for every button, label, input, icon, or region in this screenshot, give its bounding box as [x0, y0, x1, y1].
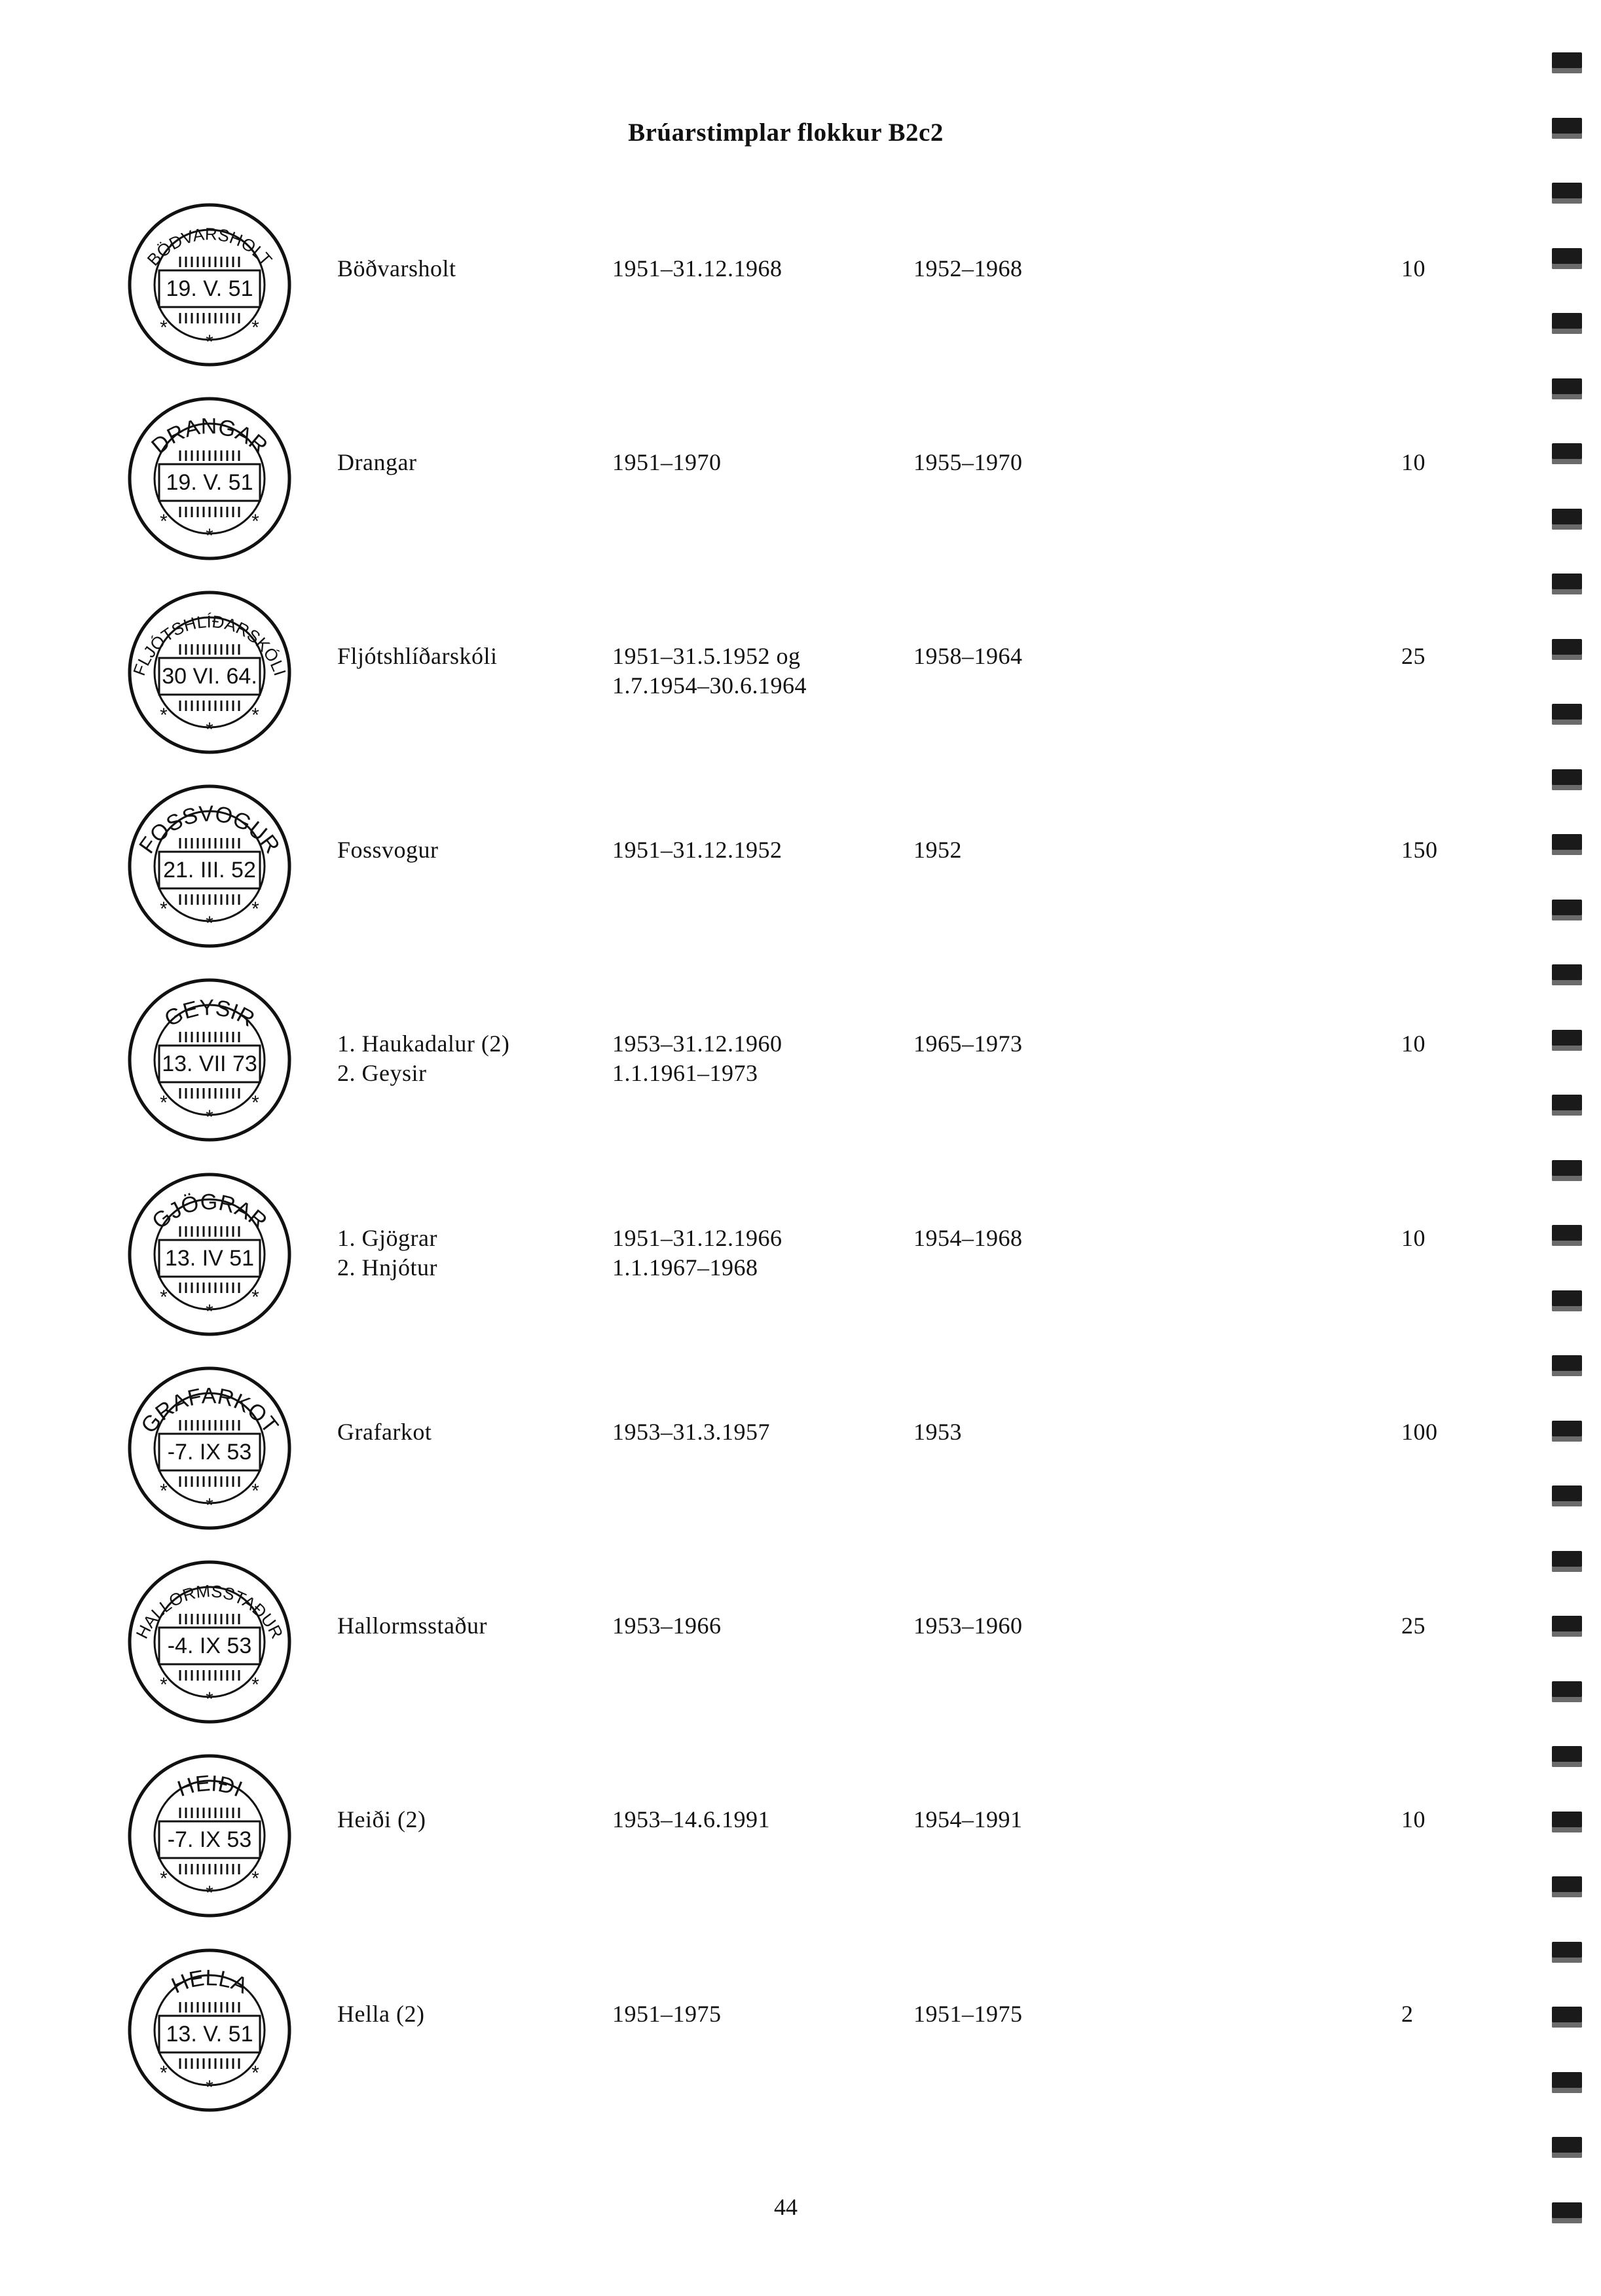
post-office-name [337, 835, 439, 865]
usage-period [612, 448, 722, 477]
binder-hole [1552, 2072, 1582, 2093]
stamp-row [0, 584, 1601, 767]
svg-text:GEYSIR: GEYSIR [160, 994, 259, 1032]
known-dates: 1958–1964 [913, 643, 1023, 669]
postmark-stamp-image [121, 1747, 298, 1924]
post-office-name [337, 1999, 424, 2029]
page-number: 44 [774, 2194, 798, 2220]
postmark-stamp-image [121, 1360, 298, 1537]
rarity-value: 150 [1401, 837, 1438, 863]
binder-hole [1552, 1030, 1582, 1051]
binder-hole [1552, 834, 1582, 855]
binder-hole [1552, 443, 1582, 464]
svg-text:19. V. 51: 19. V. 51 [166, 470, 253, 495]
postmark-stamp-image [121, 972, 298, 1148]
svg-text:*: * [206, 1688, 213, 1710]
post-office-name [337, 1029, 509, 1088]
svg-text:*: * [160, 1286, 168, 1308]
post-office-name-line: Böðvarsholt [337, 255, 456, 282]
usage-period-line: 1951–31.12.1968 [612, 255, 782, 282]
stamp-row [0, 1166, 1601, 1349]
post-office-name [337, 1611, 487, 1641]
known-dates: 1952 [913, 837, 962, 863]
svg-text:FOSSVOGUR: FOSSVOGUR [134, 801, 285, 858]
binder-hole [1552, 900, 1582, 920]
svg-text:DRANGAR: DRANGAR [147, 414, 272, 459]
usage-period-line: 1.7.1954–30.6.1964 [612, 672, 807, 699]
binder-hole [1552, 1355, 1582, 1376]
stamp-row [0, 778, 1601, 961]
postmark-stamp-image [121, 584, 298, 761]
stamp-row [0, 1747, 1601, 1931]
usage-period-line: 1953–31.12.1960 [612, 1030, 782, 1057]
known-dates: 1952–1968 [913, 255, 1023, 282]
post-office-name-line: 2. Geysir [337, 1060, 427, 1086]
binder-hole [1552, 1095, 1582, 1116]
post-office-name [337, 642, 498, 671]
usage-period-line: 1951–1970 [612, 449, 722, 475]
svg-text:*: * [251, 1674, 259, 1696]
svg-text:*: * [251, 317, 259, 338]
known-dates: 1951–1975 [913, 2001, 1023, 2027]
post-office-name-line: 1. Haukadalur (2) [337, 1030, 510, 1057]
binder-hole [1552, 1290, 1582, 1311]
svg-text:*: * [206, 331, 213, 353]
usage-period [612, 1611, 722, 1641]
svg-text:*: * [160, 1868, 168, 1889]
usage-period-line: 1.1.1967–1968 [612, 1254, 758, 1281]
binder-hole [1552, 313, 1582, 334]
post-office-name [337, 448, 416, 477]
binder-hole [1552, 1681, 1582, 1702]
svg-text:GRAFARKOT: GRAFARKOT [136, 1383, 284, 1438]
binder-hole [1552, 574, 1582, 594]
binder-hole [1552, 378, 1582, 399]
svg-text:21. III. 52: 21. III. 52 [163, 858, 256, 883]
post-office-name-line: Hallormsstaður [337, 1613, 487, 1639]
svg-text:BÖÐVARSHOLT: BÖÐVARSHOLT [143, 224, 276, 270]
binder-hole [1552, 1746, 1582, 1767]
post-office-name [337, 1805, 426, 1834]
svg-text:*: * [251, 1868, 259, 1889]
binder-hole [1552, 248, 1582, 269]
post-office-name-line: 2. Hnjótur [337, 1254, 437, 1281]
usage-period [612, 835, 782, 865]
usage-period [612, 1805, 770, 1834]
binder-hole [1552, 1812, 1582, 1832]
usage-period [612, 642, 807, 701]
svg-text:*: * [160, 1480, 168, 1502]
svg-text:HEIÐI: HEIÐI [174, 1770, 246, 1802]
usage-period-line: 1951–31.12.1952 [612, 837, 782, 863]
postmark-stamp-image [121, 778, 298, 955]
post-office-name [337, 1417, 432, 1447]
svg-text:*: * [251, 898, 259, 920]
svg-text:FLJÓTSHLÍÐARSKÓLI: FLJÓTSHLÍÐARSKÓLI [129, 611, 290, 678]
binder-hole [1552, 1421, 1582, 1442]
svg-text:*: * [251, 1092, 259, 1114]
known-dates: 1954–1968 [913, 1225, 1023, 1251]
known-dates: 1955–1970 [913, 449, 1023, 475]
postmark-stamp-image [121, 390, 298, 567]
usage-period [612, 1417, 770, 1447]
binder-hole [1552, 1160, 1582, 1181]
postmark-stamp-image [121, 196, 298, 373]
stamp-row [0, 390, 1601, 574]
svg-text:*: * [251, 2062, 259, 2084]
rarity-value: 10 [1401, 449, 1426, 475]
svg-text:*: * [206, 1882, 213, 1904]
rarity-value: 2 [1401, 2001, 1414, 2027]
known-dates: 1954–1991 [913, 1806, 1023, 1832]
rarity-value: 10 [1401, 1225, 1426, 1251]
binder-hole [1552, 1551, 1582, 1572]
post-office-name [337, 254, 456, 283]
binder-hole [1552, 1876, 1582, 1897]
binder-hole [1552, 183, 1582, 204]
postmark-stamp-image [121, 1166, 298, 1343]
usage-period [612, 1224, 782, 1283]
rarity-value: 100 [1401, 1419, 1438, 1445]
post-office-name-line: Grafarkot [337, 1419, 432, 1445]
usage-period-line: 1953–14.6.1991 [612, 1806, 770, 1832]
usage-period-line: 1953–31.3.1957 [612, 1419, 770, 1445]
rarity-value: 10 [1401, 255, 1426, 282]
binder-hole [1552, 639, 1582, 660]
svg-text:*: * [251, 1286, 259, 1308]
post-office-name-line: 1. Gjögrar [337, 1225, 437, 1251]
svg-text:*: * [206, 1106, 213, 1128]
svg-text:*: * [206, 913, 213, 934]
binder-hole [1552, 2137, 1582, 2158]
binder-hole [1552, 1942, 1582, 1963]
post-office-name [337, 1224, 437, 1283]
stamp-row [0, 1360, 1601, 1543]
binder-hole [1552, 1225, 1582, 1246]
svg-text:*: * [160, 317, 168, 338]
usage-period-line: 1951–31.12.1966 [612, 1225, 782, 1251]
post-office-name-line: Heiði (2) [337, 1806, 426, 1832]
rarity-value: 10 [1401, 1806, 1426, 1832]
svg-text:13. VII 73: 13. VII 73 [162, 1051, 257, 1076]
svg-text:*: * [160, 511, 168, 532]
stamp-row [0, 196, 1601, 380]
usage-period [612, 1999, 722, 2029]
svg-text:HELLA: HELLA [168, 1965, 251, 1999]
svg-text:HALLORMSSTAÐUR: HALLORMSSTAÐUR [132, 1580, 287, 1642]
svg-text:*: * [206, 1301, 213, 1322]
page-title: Brúarstimplar flokkur B2c2 [628, 118, 944, 147]
binder-hole [1552, 509, 1582, 530]
binder-hole [1552, 2007, 1582, 2028]
svg-text:*: * [160, 1092, 168, 1114]
binder-hole [1552, 769, 1582, 790]
post-office-name-line: Drangar [337, 449, 417, 475]
svg-text:*: * [251, 1480, 259, 1502]
svg-text:*: * [160, 898, 168, 920]
usage-period [612, 1029, 782, 1088]
usage-period-line: 1951–1975 [612, 2001, 722, 2027]
binder-hole [1552, 1485, 1582, 1506]
svg-text:*: * [160, 1674, 168, 1696]
svg-text:*: * [206, 719, 213, 740]
post-office-name-line: Fljótshlíðarskóli [337, 643, 498, 669]
usage-period-line: 1953–1966 [612, 1613, 722, 1639]
binder-hole [1552, 704, 1582, 725]
svg-text:-7. IX 53: -7. IX 53 [167, 1440, 252, 1465]
binder-hole [1552, 118, 1582, 139]
rarity-value: 25 [1401, 1613, 1426, 1639]
svg-text:*: * [206, 2077, 213, 2098]
usage-period [612, 254, 782, 283]
known-dates: 1953–1960 [913, 1613, 1023, 1639]
known-dates: 1965–1973 [913, 1030, 1023, 1057]
svg-text:30 VI. 64.: 30 VI. 64. [162, 664, 257, 689]
svg-text:*: * [206, 1495, 213, 1516]
known-dates: 1953 [913, 1419, 962, 1445]
binder-hole [1552, 52, 1582, 73]
svg-text:*: * [160, 2062, 168, 2084]
post-office-name-line: Hella (2) [337, 2001, 425, 2027]
svg-text:*: * [251, 704, 259, 726]
rarity-value: 25 [1401, 643, 1426, 669]
stamp-row [0, 1942, 1601, 2125]
svg-text:GJÖGRAR: GJÖGRAR [147, 1190, 272, 1235]
postmark-stamp-image [121, 1554, 298, 1730]
svg-text:19. V. 51: 19. V. 51 [166, 276, 253, 301]
svg-text:-7. IX 53: -7. IX 53 [167, 1827, 252, 1852]
svg-text:13. V. 51: 13. V. 51 [166, 2022, 253, 2047]
stamp-row [0, 972, 1601, 1155]
svg-text:-4. IX 53: -4. IX 53 [167, 1633, 252, 1658]
svg-text:*: * [251, 511, 259, 532]
usage-period-line: 1951–31.5.1952 og [612, 643, 801, 669]
svg-text:*: * [160, 704, 168, 726]
post-office-name-line: Fossvogur [337, 837, 439, 863]
usage-period-line: 1.1.1961–1973 [612, 1060, 758, 1086]
binder-hole [1552, 964, 1582, 985]
svg-text:13. IV 51: 13. IV 51 [164, 1246, 255, 1271]
binder-hole [1552, 1616, 1582, 1637]
rarity-value: 10 [1401, 1030, 1426, 1057]
postmark-stamp-image [121, 1942, 298, 2119]
binder-holes [1552, 0, 1585, 2296]
svg-text:*: * [206, 525, 213, 547]
stamp-row [0, 1554, 1601, 1737]
